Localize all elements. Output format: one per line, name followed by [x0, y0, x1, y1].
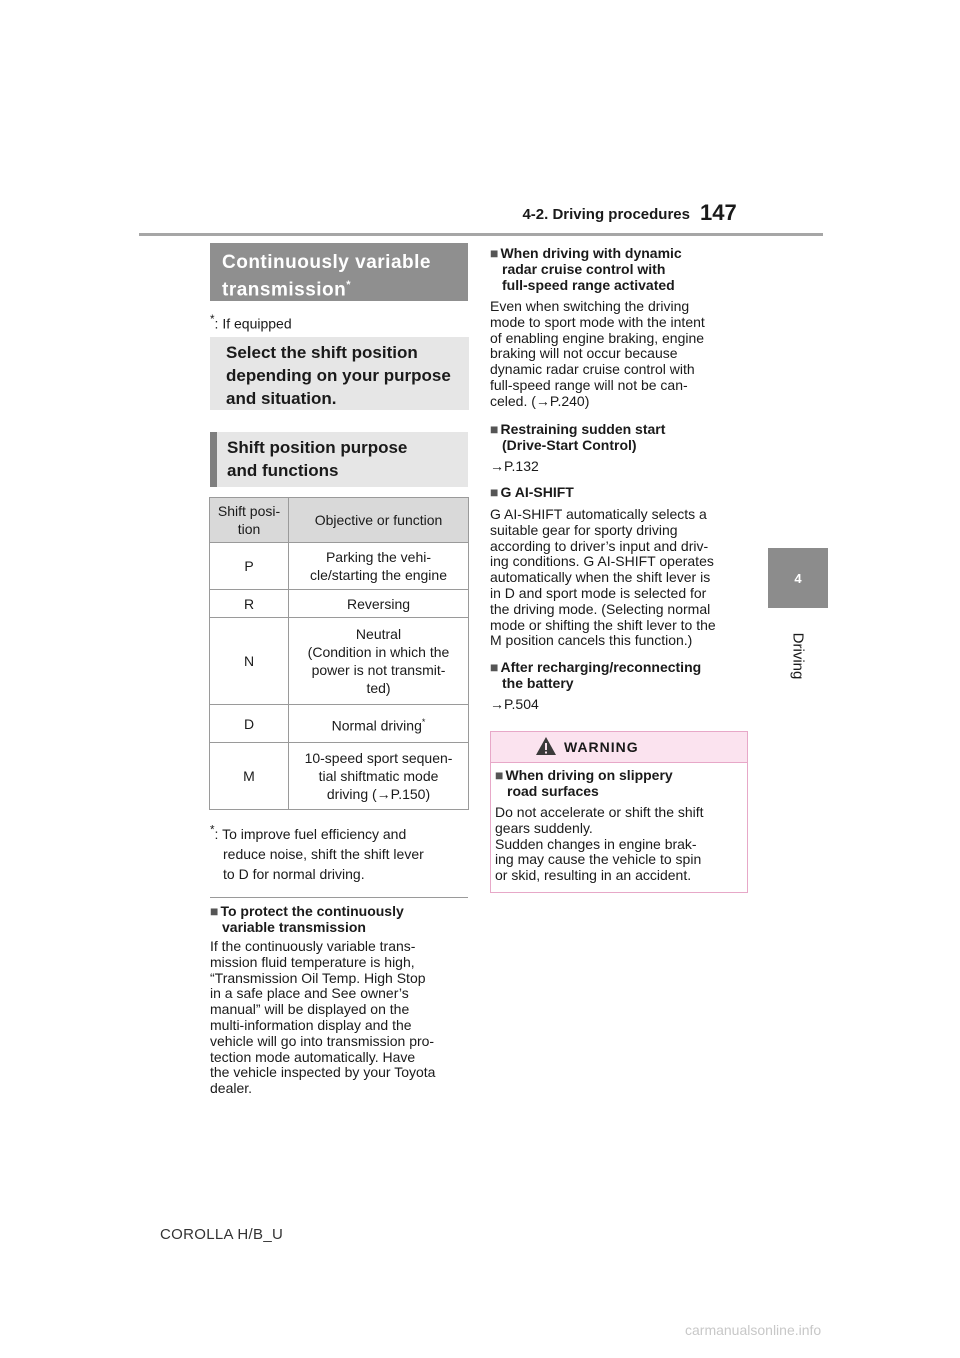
table-row: [210, 743, 469, 810]
footnote-line2: reduce noise, shift the shift lever: [223, 845, 424, 862]
column-header: [210, 498, 289, 543]
subheading-line2: variable transmission: [222, 919, 366, 935]
position-cell: P: [210, 543, 289, 590]
cvt-heading: [210, 243, 468, 301]
position-cell: M: [210, 743, 289, 810]
subheading-line2: radar cruise control with: [502, 261, 666, 277]
dynamic-cruise-subheading: [490, 245, 752, 293]
page-number: 147: [700, 200, 737, 225]
footnote-mark: *: [210, 823, 215, 836]
select-line2: depending on your purpose: [226, 366, 451, 385]
dynamic-body: Even when switching the driving mode to sport mode with the intent of enabling engine braking, engine braking will not occur because dynamic radar cruise control with full-speed range will not be can- celed. (→P.240): [490, 298, 705, 409]
bullet-square-icon: ■: [490, 245, 499, 261]
header-shift-line2: tion: [237, 521, 261, 537]
gai-shift-subheading: [490, 484, 574, 500]
select-line3: and situation.: [226, 389, 337, 408]
function-cell: [289, 705, 469, 743]
cvt-heading-line2-wrap: [222, 274, 456, 301]
table-header-row: [210, 498, 469, 543]
table-row: [210, 590, 469, 618]
subheading-line3: full-speed range activated: [502, 277, 675, 293]
column-header: Objective or function: [289, 498, 469, 543]
footnote-line3: to D for normal driving.: [223, 865, 365, 882]
divider: [210, 897, 468, 898]
footnote-line1-wrap: [210, 823, 407, 842]
recharge-subheading: [490, 659, 752, 691]
function-cell: Reversing: [289, 590, 469, 618]
warning-title: WARNING: [564, 739, 639, 755]
function-text: Normal driving: [331, 717, 422, 734]
header-rule: [139, 233, 823, 236]
section-title: 4-2. Driving procedures: [522, 206, 690, 223]
asterisk-mark: *: [346, 279, 352, 291]
chapter-tab[interactable]: [768, 548, 828, 608]
function-line: cle/starting the engine: [310, 567, 447, 583]
table-footnote: [210, 820, 468, 884]
model-footer: COROLLA H/B_U: [160, 1226, 284, 1243]
protect-subheading: [210, 903, 468, 935]
recharge-page-ref[interactable]: →P.504: [490, 696, 539, 712]
bullet-square-icon: ■: [495, 767, 504, 783]
cvt-heading-line2: transmission: [222, 279, 347, 301]
function-cell: 10-speed sport sequen- tial shiftmatic mode driving (→P.150): [289, 743, 469, 810]
table-row: [210, 705, 469, 743]
protect-body: If the continuously variable trans- mission fluid temperature is high, “Transmission Oil Temp. High Stop in a safe place and See owner’s manual” will be displayed on the multi-information display and the vehicle will go into transmission pro- tection mode automatically. Have the vehicle inspected by your Toyota dealer.: [210, 938, 436, 1097]
position-cell: N: [210, 618, 289, 705]
chapter-label: [772, 616, 824, 696]
position-cell: R: [210, 590, 289, 618]
subheading-line1: To protect the continuously: [220, 903, 404, 919]
bullet-square-icon: ■: [210, 903, 219, 919]
gai-shift-body: G AI-SHIFT automatically selects a suitable gear for sporty driving according to driver’s input and driv- ing conditions. G AI-SHIFT operates automatically when the shift lever is in D and sport mode is selected for the driving mode. (Selecting normal mode or shifting the shift lever to the M position cancels this function.): [490, 506, 716, 649]
page-ref-link[interactable]: →P.150: [376, 786, 426, 802]
footnote-line1: : To improve fuel efficiency and: [214, 825, 407, 842]
footnote-text: : If equipped: [214, 315, 292, 332]
bullet-square-icon: ■: [490, 484, 499, 500]
bullet-square-icon: ■: [490, 659, 499, 675]
shift-position-table: [209, 497, 469, 810]
shift-line1: Shift position purpose: [227, 438, 408, 457]
select-line1: Select the shift position: [226, 343, 418, 362]
subheading-line1: Restraining sudden start: [500, 421, 666, 437]
chapter-tab-number: 4: [794, 570, 802, 586]
subheading-title: G AI-SHIFT: [500, 484, 574, 500]
table-row: [210, 543, 469, 590]
bullet-square-icon: ■: [490, 421, 499, 437]
slippery-subheading: [495, 767, 745, 799]
function-line: Parking the vehi-: [325, 549, 432, 565]
shift-line2: and functions: [227, 461, 339, 480]
restrain-page-ref[interactable]: →P.132: [490, 458, 539, 474]
chapter-label-text: Driving: [789, 632, 807, 680]
warning-triangle-icon: [535, 736, 557, 756]
footnote-mark: *: [210, 313, 215, 326]
warning-body: Do not accelerate or shift the shift gears suddenly. Sudden changes in engine brak- ing may cause the vehicle to spin or skid, resulting in an accident.: [495, 804, 704, 884]
subheading-line2: (Drive-Start Control): [502, 437, 637, 453]
watermark: carmanualsonline.info: [685, 1322, 822, 1338]
subheading-line2: the battery: [502, 675, 574, 691]
select-shift-heading: [210, 337, 469, 410]
equipped-footnote: [210, 313, 292, 332]
subheading-line1: After recharging/reconnecting: [500, 659, 702, 675]
asterisk-mark: *: [421, 716, 426, 727]
cvt-heading-line1: Continuously variable: [222, 252, 431, 273]
header-shift-line1: Shift posi-: [217, 503, 281, 519]
subheading-line1: When driving with dynamic: [500, 245, 682, 261]
table-row: [210, 618, 469, 705]
function-cell: [289, 543, 469, 590]
position-cell: D: [210, 705, 289, 743]
function-cell: Neutral (Condition in which the power is not transmit- ted): [289, 618, 469, 705]
restrain-subheading: [490, 421, 752, 453]
shift-purpose-heading: [210, 432, 468, 487]
warning-divider: [491, 762, 747, 763]
subheading-line2: road surfaces: [507, 783, 599, 799]
subheading-line1: When driving on slippery: [505, 767, 673, 783]
